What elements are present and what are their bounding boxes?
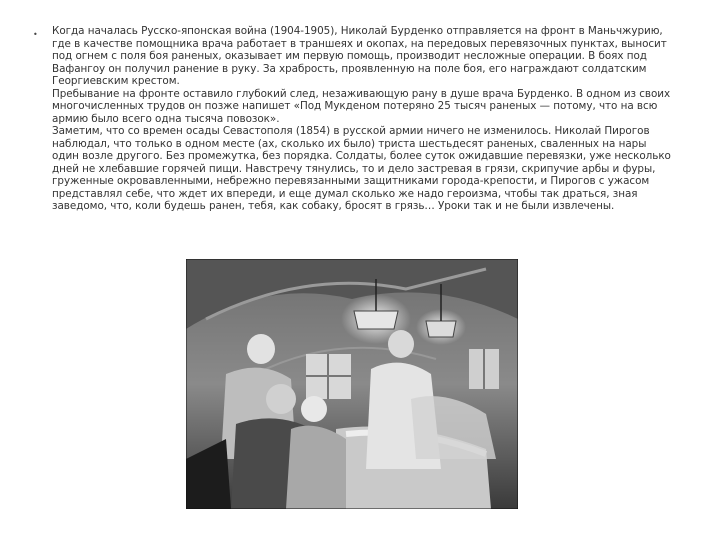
paragraph-war-service: Когда началась Русско-японская война (1904-1905), Николай Бурденко отправляется на фронт в Маньчжурию, где в качестве помощника врача работает в траншеях и окопах, на передовых перевязочных пунктах, выносит под огнем с поля боя раненых, оказывает им первую помощь, производит несложные операции. В боях под Вафангоу он получил ранение в руку. За храбрость, проявленную на поле боя, его награждают солдатским Георгиевским крестом.: [52, 25, 667, 87]
field-surgery-photo: [186, 259, 518, 509]
body-text: [52, 25, 672, 213]
paragraph-pirogov: Заметим, что со времен осады Севастополя (1854) в русской армии ничего не изменилось. Николай Пирогов наблюдал, что только в одном месте (ах, сколько их было) триста шестьдесят раненых, сваленных на нары один возле другого. Без промежутка, без порядка. Солдаты, более суток ожидавшие перевязки, уже несколько дней не хлебавшие горячей пищи. Навстречу тянулись, то и дело застревая в грязи, скрипучие арбы и фуры, груженные окровавленными, небрежно перевязанными защитниками города-крепости, и Пирогов с ужасом представлял себе, что ждет их впереди, и еще думал сколько же надо героизма, чтобы так драться, зная заведомо, что, коли будешь ранен, тебя, как собаку, бросят в грязь… Уроки так и не были извлечены.: [52, 125, 671, 212]
paragraph-front-impression: Пребывание на фронте оставило глубокий след, незаживающую рану в душе врача Бурденко. В одном из своих многочисленных трудов он позже напишет «Под Мукденом потеряно 25 тысяч раненых — потому, что на всю армию было всего одна тысяча повозок».: [52, 87, 671, 125]
bullet-marker: •: [33, 30, 38, 39]
